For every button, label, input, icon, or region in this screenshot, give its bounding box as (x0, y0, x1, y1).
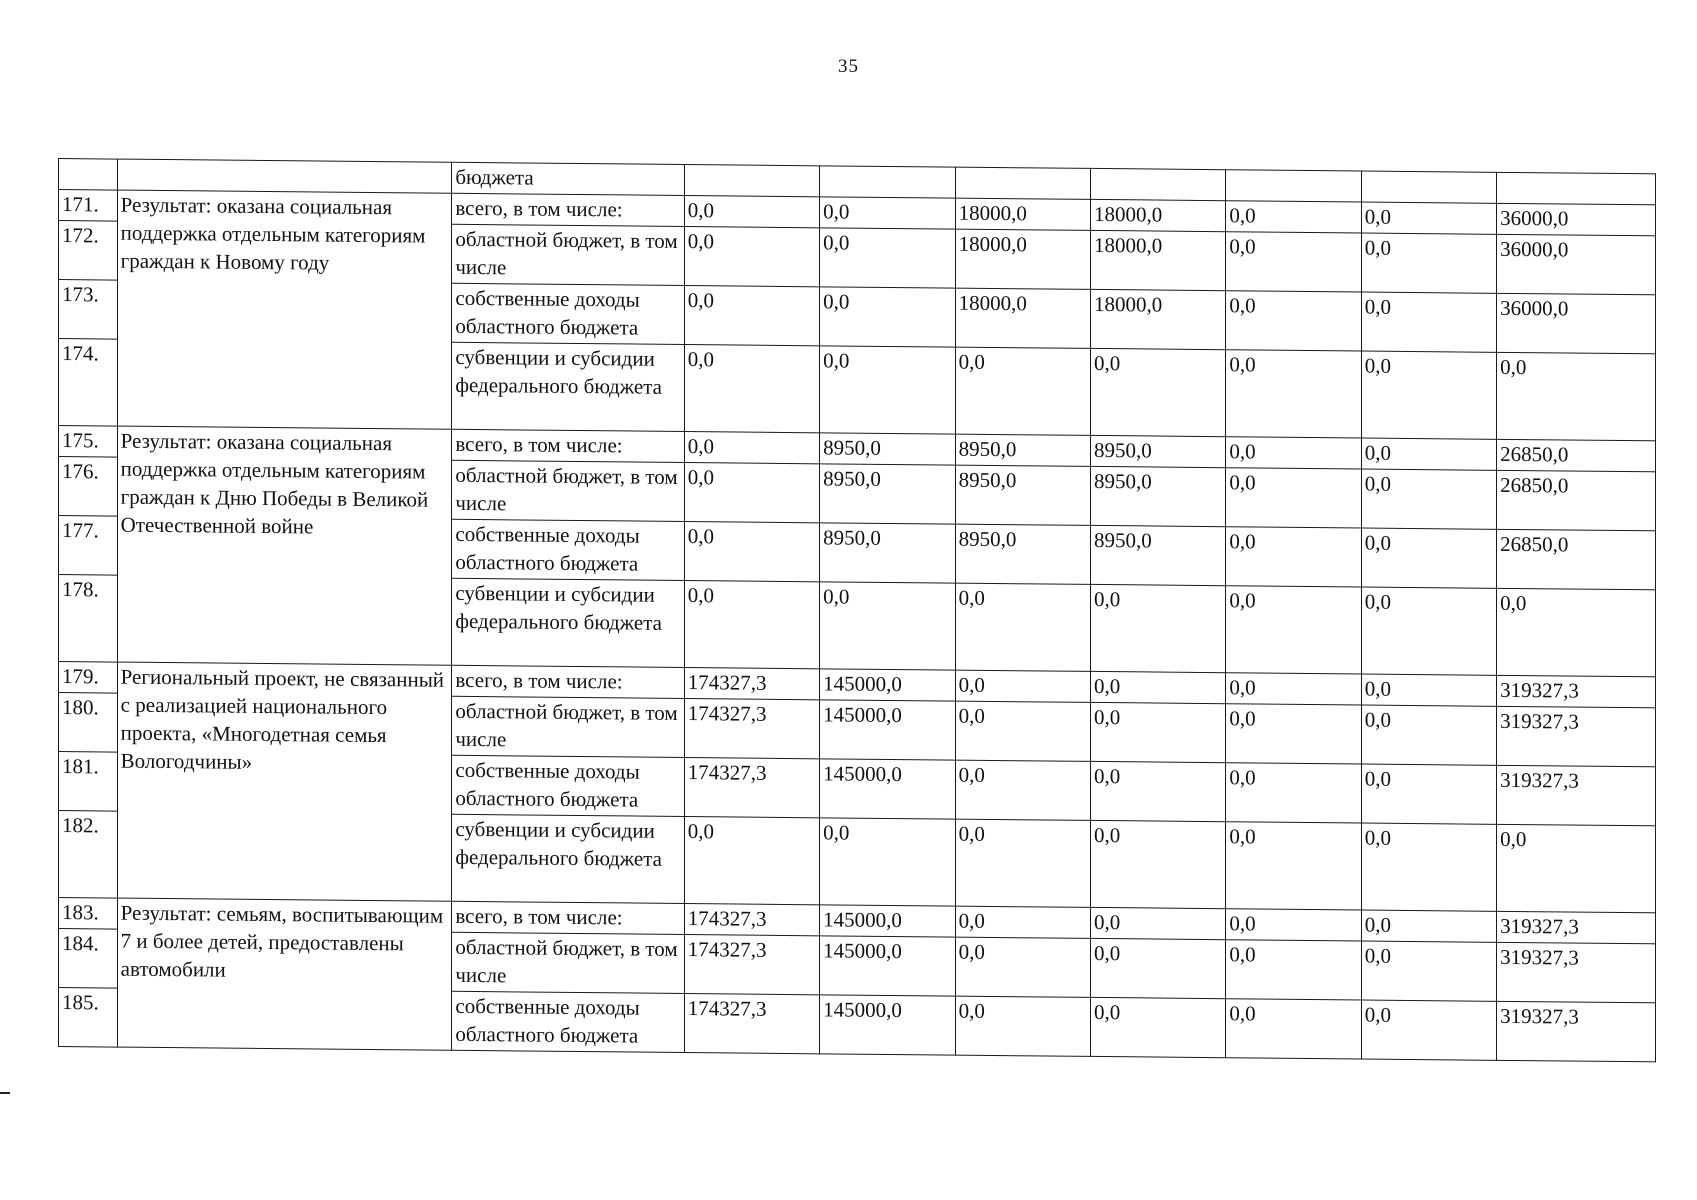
result-description: Результат: оказана социальная поддержка отдельным категориям граждан к Новому году (117, 190, 452, 429)
year-value: 8950,0 (1090, 435, 1225, 467)
year-value: 0,0 (1090, 584, 1225, 672)
year-value: 145000,0 (820, 995, 955, 1055)
total-value: 319327,3 (1497, 675, 1656, 708)
total-value: 36000,0 (1497, 203, 1656, 236)
year-value: 0,0 (1226, 291, 1361, 351)
year-value: 0,0 (1090, 907, 1225, 939)
year-value: 0,0 (684, 817, 819, 905)
year-value: 0,0 (1361, 351, 1496, 439)
row-number: 171. (59, 190, 118, 222)
year-value: 8950,0 (820, 433, 955, 465)
row-number: 176. (59, 457, 118, 517)
year-value: 0,0 (684, 286, 819, 346)
year-value: 18000,0 (955, 229, 1090, 289)
year-value: 0,0 (1226, 468, 1361, 528)
total-value: 319327,3 (1497, 706, 1656, 767)
row-number: 174. (59, 339, 118, 427)
year-value: 0,0 (1361, 910, 1496, 942)
year-value: 0,0 (955, 906, 1090, 938)
year-value: 8950,0 (1090, 525, 1225, 585)
year-value: 0,0 (684, 345, 819, 433)
row-number: 172. (59, 221, 118, 281)
funding-source: субвенции и субсидии федерального бюджета (452, 578, 684, 667)
year-value: 0,0 (820, 287, 955, 347)
year-value: 145000,0 (820, 700, 955, 760)
year-value: 0,0 (1361, 941, 1496, 1001)
year-value: 0,0 (1090, 671, 1225, 703)
row-number: 179. (59, 662, 118, 694)
funding-source: собственные доходы областного бюджета (452, 519, 684, 580)
year-value: 0,0 (1090, 761, 1225, 821)
funding-source: всего, в том числе: (452, 193, 684, 226)
margin-mark (0, 1092, 10, 1094)
year-value: 0,0 (1361, 438, 1496, 470)
table-body (59, 159, 1656, 1062)
total-value: 319327,3 (1497, 942, 1656, 1003)
year-value: 0,0 (955, 996, 1090, 1056)
year-value: 0,0 (1226, 940, 1361, 1000)
year-value: 0,0 (1226, 704, 1361, 764)
year-value: 18000,0 (955, 198, 1090, 230)
year-value: 0,0 (1361, 823, 1496, 911)
funding-source: субвенции и субсидии федерального бюджета (452, 814, 684, 903)
result-description: Результат: оказана социальная поддержка отдельным категориям граждан к Дню Победы в Великой Отечественной войне (117, 426, 452, 665)
year-value: 174327,3 (684, 668, 819, 700)
year-value: 0,0 (1361, 202, 1496, 234)
year-value: 0,0 (955, 701, 1090, 761)
row-number: 183. (59, 898, 118, 930)
total-value: 0,0 (1497, 824, 1656, 913)
year-value: 0,0 (1226, 437, 1361, 469)
year-value: 145000,0 (820, 759, 955, 819)
total-value: 26850,0 (1497, 529, 1656, 590)
year-value: 0,0 (955, 347, 1090, 435)
year-value: 0,0 (1226, 999, 1361, 1059)
year-value: 0,0 (1226, 763, 1361, 823)
desc-cell-empty (117, 159, 452, 193)
row-number: 177. (59, 516, 118, 576)
funding-source: областной бюджет, в том числе (452, 932, 684, 993)
year-value: 8950,0 (955, 465, 1090, 525)
value-cell-empty (1361, 171, 1496, 203)
year-value: 0,0 (820, 346, 955, 434)
row-number: 180. (59, 693, 118, 753)
funding-source: областной бюджет, в том числе (452, 696, 684, 757)
year-value: 0,0 (1361, 292, 1496, 352)
year-value: 0,0 (684, 581, 819, 669)
year-value: 174327,3 (684, 994, 819, 1054)
year-value: 0,0 (1090, 348, 1225, 436)
funding-source: всего, в том числе: (452, 901, 684, 934)
year-value: 8950,0 (955, 434, 1090, 466)
funding-source: областной бюджет, в том числе (452, 224, 684, 285)
year-value: 8950,0 (820, 464, 955, 524)
funding-source: всего, в том числе: (452, 665, 684, 698)
year-value: 0,0 (1361, 1000, 1496, 1060)
funding-source: собственные доходы областного бюджета (452, 283, 684, 344)
value-cell-empty (820, 166, 955, 198)
total-value: 319327,3 (1497, 765, 1656, 826)
year-value: 18000,0 (1090, 199, 1225, 231)
year-value: 0,0 (1226, 673, 1361, 705)
year-value: 0,0 (820, 228, 955, 288)
total-value: 0,0 (1497, 588, 1656, 677)
value-cell-empty (684, 165, 819, 197)
year-value: 174327,3 (684, 935, 819, 995)
year-value: 0,0 (820, 582, 955, 670)
year-value: 0,0 (1226, 350, 1361, 438)
year-value: 0,0 (820, 818, 955, 906)
year-value: 0,0 (1226, 586, 1361, 674)
total-value: 36000,0 (1497, 234, 1656, 295)
total-value: 319327,3 (1497, 1001, 1656, 1062)
year-value: 0,0 (820, 197, 955, 229)
total-value: 319327,3 (1497, 911, 1656, 944)
year-value: 0,0 (1226, 201, 1361, 233)
row-number: 175. (59, 426, 118, 458)
year-value: 0,0 (1226, 232, 1361, 292)
year-value: 0,0 (684, 432, 819, 464)
year-value: 0,0 (955, 937, 1090, 997)
source-cell: бюджета (452, 162, 684, 195)
value-cell-empty (955, 167, 1090, 199)
row-number: 182. (59, 811, 118, 899)
year-value: 18000,0 (1090, 230, 1225, 290)
year-value: 0,0 (684, 227, 819, 287)
year-value: 0,0 (1361, 587, 1496, 675)
year-value: 8950,0 (1090, 466, 1225, 526)
year-value: 145000,0 (820, 905, 955, 937)
funding-source: субвенции и субсидии федерального бюджета (452, 342, 684, 431)
funding-source: всего, в том числе: (452, 429, 684, 462)
year-value: 0,0 (955, 760, 1090, 820)
row-number: 173. (59, 280, 118, 340)
funding-source: собственные доходы областного бюджета (452, 755, 684, 816)
total-value: 26850,0 (1497, 439, 1656, 472)
year-value: 145000,0 (820, 936, 955, 996)
year-value: 0,0 (1226, 909, 1361, 941)
year-value: 145000,0 (820, 669, 955, 701)
page-number: 35 (838, 56, 859, 77)
year-value: 0,0 (1226, 527, 1361, 587)
year-value: 0,0 (955, 819, 1090, 907)
value-cell-empty (1090, 168, 1225, 200)
year-value: 174327,3 (684, 904, 819, 936)
result-description: Результат: семьям, воспитывающим 7 и более детей, предоставлены автомобили (117, 898, 452, 1050)
funding-source: областной бюджет, в том числе (452, 460, 684, 521)
value-cell-empty (1497, 172, 1656, 205)
year-value: 8950,0 (820, 523, 955, 583)
year-value: 18000,0 (955, 288, 1090, 348)
year-value: 0,0 (1361, 764, 1496, 824)
year-value: 0,0 (1090, 820, 1225, 908)
result-description: Региональный проект, не связанный с реализацией национального проекта, «Многодетная семья Вологодчины» (117, 662, 452, 901)
year-value: 0,0 (1361, 674, 1496, 706)
year-value: 0,0 (1090, 702, 1225, 762)
year-value: 174327,3 (684, 758, 819, 818)
value-cell-empty (1226, 170, 1361, 202)
year-value: 18000,0 (1090, 289, 1225, 349)
row-number: 184. (59, 929, 118, 989)
year-value: 0,0 (684, 196, 819, 228)
num-cell-empty (59, 159, 118, 191)
year-value: 0,0 (1090, 997, 1225, 1057)
year-value: 0,0 (1226, 822, 1361, 910)
year-value: 174327,3 (684, 699, 819, 759)
total-value: 0,0 (1497, 352, 1656, 441)
total-value: 26850,0 (1497, 470, 1656, 531)
year-value: 8950,0 (955, 524, 1090, 584)
year-value: 0,0 (1361, 705, 1496, 765)
total-value: 36000,0 (1497, 293, 1656, 354)
year-value: 0,0 (684, 522, 819, 582)
year-value: 0,0 (955, 583, 1090, 671)
budget-table (58, 158, 1656, 1062)
row-number: 178. (59, 575, 118, 663)
year-value: 0,0 (684, 463, 819, 523)
row-number: 181. (59, 752, 118, 812)
year-value: 0,0 (1090, 938, 1225, 998)
year-value: 0,0 (955, 670, 1090, 702)
row-number: 185. (59, 988, 118, 1048)
year-value: 0,0 (1361, 469, 1496, 529)
year-value: 0,0 (1361, 528, 1496, 588)
year-value: 0,0 (1361, 233, 1496, 293)
funding-source: собственные доходы областного бюджета (452, 991, 684, 1052)
